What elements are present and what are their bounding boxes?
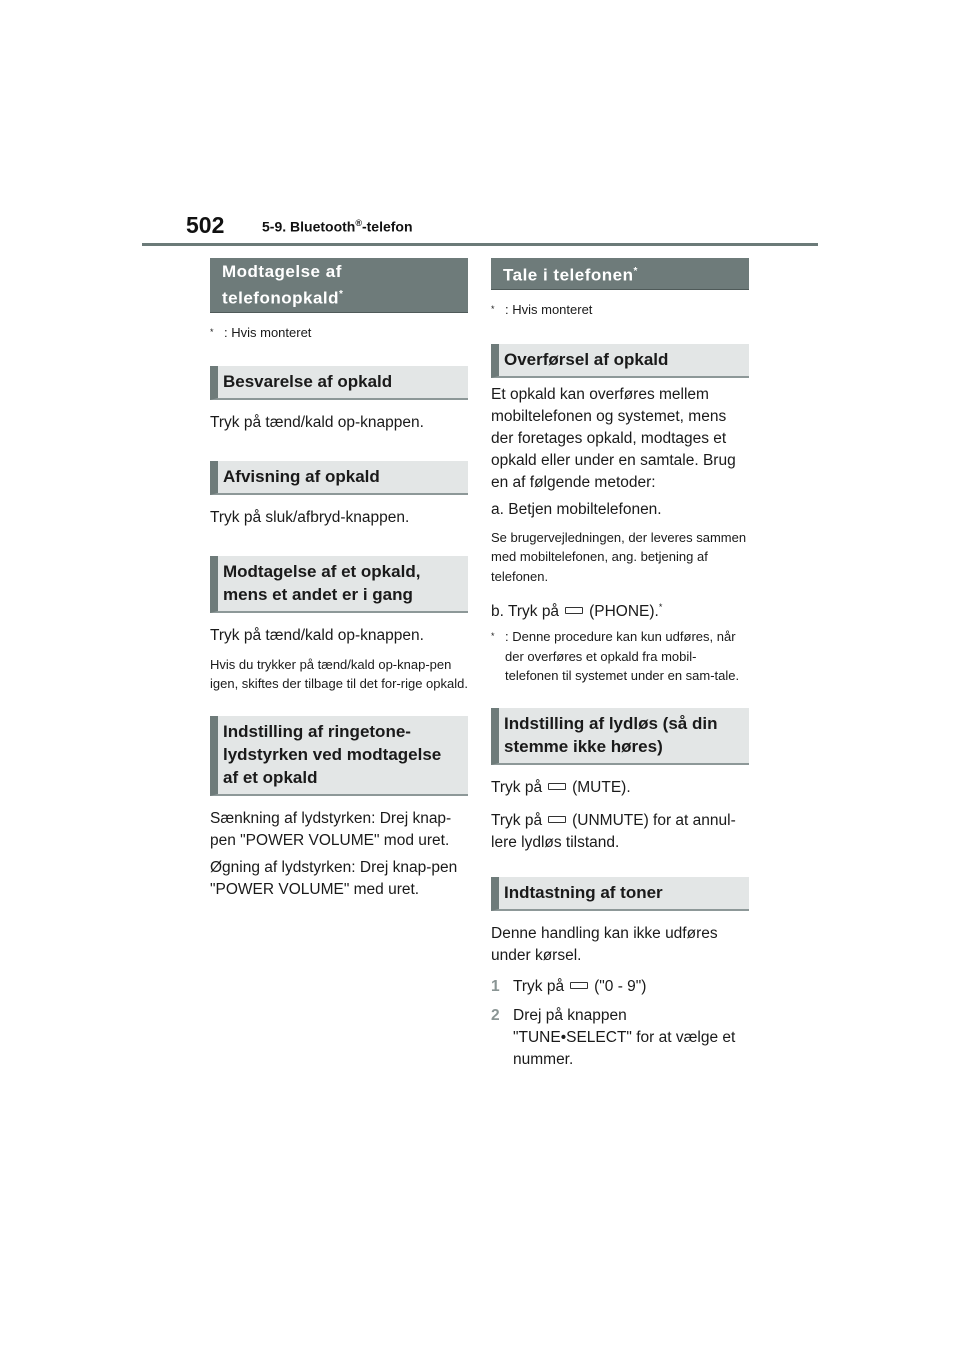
main-heading-receiving-calls: Modtagelse af telefonopkald* xyxy=(210,258,468,313)
transfer-option-b: b. Tryk på (PHONE).* xyxy=(491,602,663,621)
subheading-ringtone-volume: Indstilling af ringetone-lydstyrken ved modtagelse af et opkald xyxy=(210,716,468,796)
installed-note: * : Hvis monteret xyxy=(210,325,312,340)
tones-driving-note: Denne handling kan ikke udføres under kørsel. xyxy=(491,924,718,964)
call-waiting-small-note: Hvis du trykker på tænd/kald op-knap-pen igen, skiftes der tilbage til det for-rige opkald. xyxy=(210,656,468,692)
answer-call-text: Tryk på tænd/kald op-knappen. xyxy=(210,413,424,431)
transfer-option-a: a. Betjen mobiltelefonen. xyxy=(491,500,662,518)
mute-button-icon xyxy=(548,783,566,790)
tones-step-2: 2 Drej på knappen "TUNE•SELECT" for at vælge et nummer. xyxy=(491,1006,736,1068)
transfer-call-text: Et opkald kan overføres mellem mobiltelefonen og systemet, mens der foretages opkald, modtages et opkald eller under en samtale. Brug en af følgende metoder: xyxy=(491,385,736,491)
phone-button-icon xyxy=(565,607,583,614)
transfer-small-note: Se brugervejledningen, der leveres sammen med mobiltelefonen, ang. betjening af telefonen. xyxy=(491,529,747,584)
call-waiting-text: Tryk på tænd/kald op-knappen. xyxy=(210,626,424,644)
volume-increase-text: Øgning af lydstyrken: Drej knap-pen "POWER VOLUME" med uret. xyxy=(210,858,458,898)
subheading-enter-tones: Indtastning af toner xyxy=(491,877,749,911)
transfer-footnote: * : Denne procedure kan kun udføres, når der overføres et opkald fra mobil-telefonen til systemet under en sam-tale. xyxy=(491,629,740,684)
installed-note: * : Hvis monteret xyxy=(491,302,593,317)
unmute-instruction: Tryk på (UNMUTE) for at annul-lere lydløs tilstand. xyxy=(491,811,736,851)
tones-step-1: 1 Tryk på ("0 - 9") xyxy=(491,977,647,995)
subheading-mute: Indstilling af lydløs (så din stemme ikke høres) xyxy=(491,708,749,765)
subheading-reject-call: Afvisning af opkald xyxy=(210,461,468,495)
section-reference: 5-9. Bluetooth®-telefon xyxy=(262,218,413,235)
page-number: 502 xyxy=(186,212,225,238)
subheading-call-waiting: Modtagelse af et opkald, mens et andet er i gang xyxy=(210,556,468,613)
main-heading-talking-on-phone: Tale i telefonen* xyxy=(491,258,749,290)
reject-call-text: Tryk på sluk/afbryd-knappen. xyxy=(210,508,410,526)
subheading-answer-call: Besvarelse af opkald xyxy=(210,366,468,400)
volume-decrease-text: Sænkning af lydstyrken: Drej knap-pen "POWER VOLUME" mod uret. xyxy=(210,809,452,849)
unmute-button-icon xyxy=(548,816,566,823)
header-rule xyxy=(142,243,818,246)
left-column xyxy=(210,258,468,901)
mute-instruction: Tryk på (MUTE). xyxy=(491,778,631,796)
right-column xyxy=(491,258,749,1071)
tone-button-icon xyxy=(570,982,588,989)
subheading-transfer-call: Overførsel af opkald xyxy=(491,344,749,378)
